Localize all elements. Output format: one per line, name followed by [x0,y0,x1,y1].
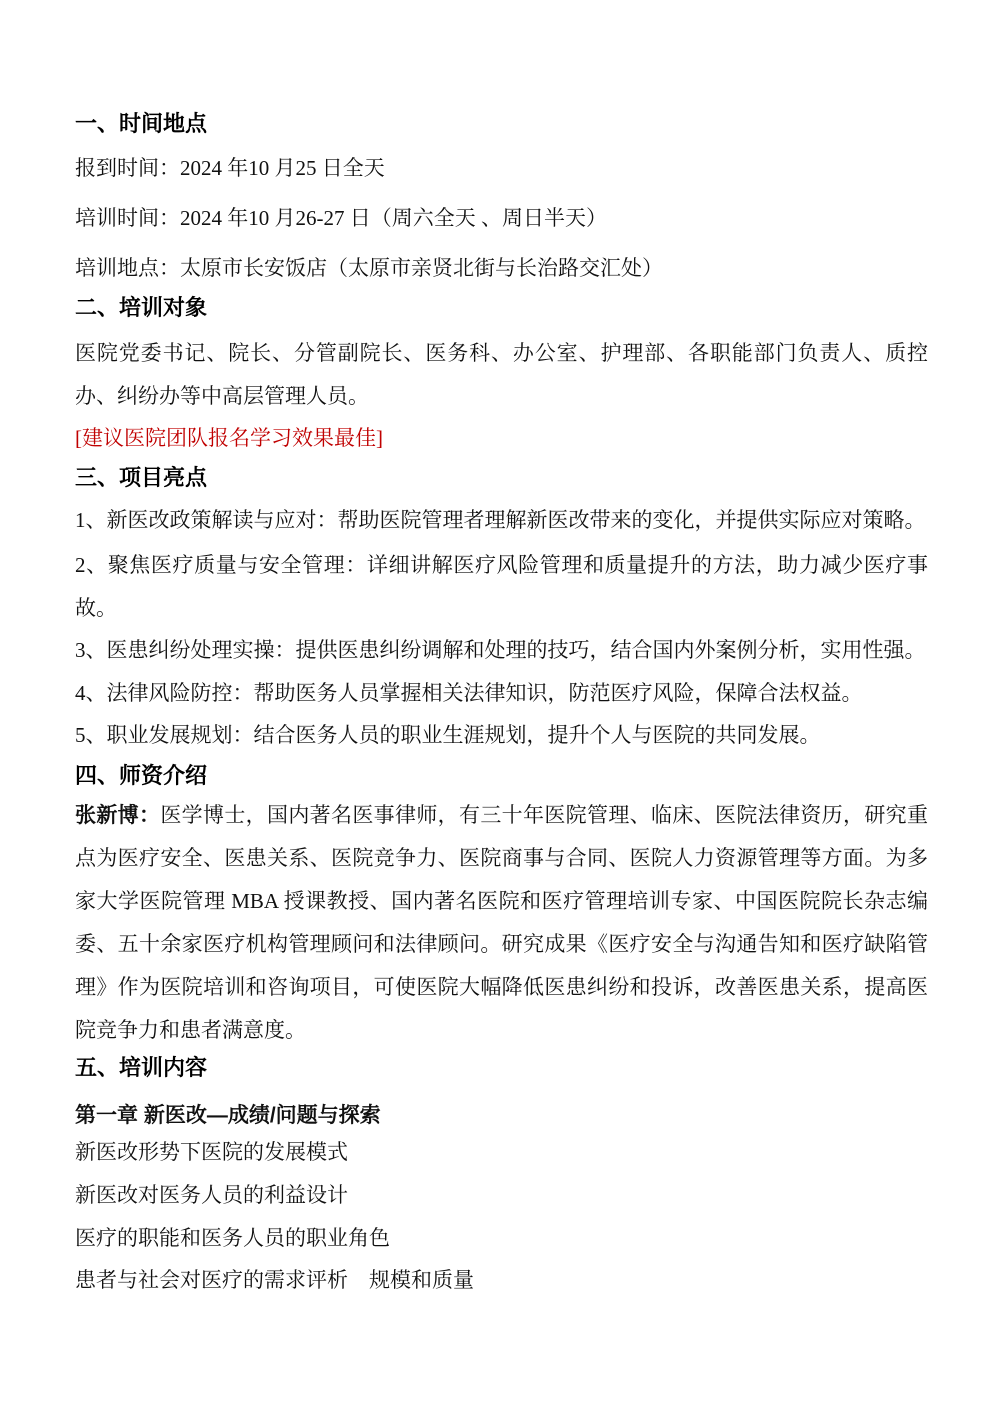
teacher-bio-text: 医学博士，国内著名医事律师，有三十年医院管理、临床、医院法律资历，研究重点为医疗安全、医患关系、医院竞争力、医院商事与合同、医院人力资源管理等方面。为多家大学医院管理 MBA 授课教授、国内著名医院和医疗管理培训专家、中国医院院长杂志编委、五十余家医疗机构管理顾问和法律顾问。研究成果《医疗安全与沟通告知和医疗缺陷管理》作为医院培训和咨询项目，可使医院大幅降低医患纠纷和投诉，改善医患关系，提高医院竞争力和患者满意度。 [75,803,929,1042]
chapter-1-title: 第一章 新医改—成绩/问题与探索 [75,1104,381,1127]
highlight-item-5: 5、职业发展规划：结合医务人员的职业生涯规划，提升个人与医院的共同发展。 [75,723,821,747]
chapter-1-topic-1: 新医改形势下医院的发展模式 [75,1140,348,1164]
registration-time-line: 报到时间：2024 年10 月25 日全天 [75,156,385,180]
chapter-1-topic-4: 患者与社会对医疗的需求评析 规模和质量 [75,1268,474,1292]
highlight-item-2: 2、聚焦医疗质量与安全管理：详细讲解医疗风险管理和质量提升的方法，助力减少医疗事故。 [75,553,928,620]
chapter-1-topic-2: 新医改对医务人员的利益设计 [75,1183,348,1207]
chapter-1-topic-3: 医疗的职能和医务人员的职业角色 [75,1226,390,1250]
section-highlights-heading: 三、项目亮点 [75,465,208,490]
highlight-item-4: 4、法律风险防控：帮助医务人员掌握相关法律知识，防范医疗风险，保障合法权益。 [75,681,863,705]
teacher-name: 张新博： [75,803,161,827]
audience-paragraph: 医院党委书记、院长、分管副院长、医务科、办公室、护理部、各职能部门负责人、质控办、纠纷办等中高层管理人员。 [75,341,928,408]
highlight-item-1: 1、新医改政策解读与应对：帮助医院管理者理解新医改带来的变化，并提供实际应对策略。 [75,508,926,532]
section-time-location-heading: 一、时间地点 [75,111,208,136]
training-time-line: 培训时间：2024 年10 月26-27 日（周六全天 、周日半天） [75,206,607,230]
team-signup-note: [建议医院团队报名学习效果最佳] [75,426,383,450]
section-content-heading: 五、培训内容 [75,1055,208,1080]
highlight-item-3: 3、医患纠纷处理实操：提供医患纠纷调解和处理的技巧，结合国内外案例分析，实用性强。 [75,638,926,662]
section-audience-heading: 二、培训对象 [75,295,208,320]
section-faculty-heading: 四、师资介绍 [75,763,208,788]
training-location-line: 培训地点：太原市长安饭店（太原市亲贤北街与长治路交汇处） [75,256,663,280]
faculty-bio-paragraph [75,794,928,1052]
